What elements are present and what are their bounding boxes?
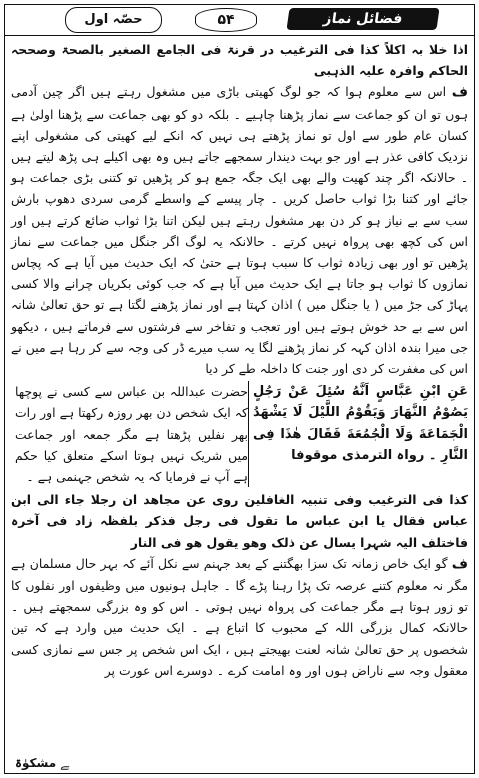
fa-marker-2: ف: [451, 555, 468, 572]
commentary-paragraph-2: [11, 553, 468, 681]
page-header: [5, 5, 474, 36]
reference-text-2: کذا فی الترغیب وفی تنبیہ الغافلین روی عن مجاهد ان رجلا جاء الی ابن عباس فقال یا ابن عباس ما تقول فی رجل فذکر بلفظہ زاد فی آخرہ فاختلف الیہ شہرا یسال عن ذلک وهو یقول هو فی النار: [11, 492, 468, 550]
reference-text: اذا خلا بہ اکلاً کذا فی الترغیب در قرنۃ فی الجامع الصغیر بالصحۃ وصححہ الحاکم وافرہ علیہ الذہبی: [11, 42, 468, 79]
section-badge: حصّہ اول: [65, 7, 162, 33]
book-title: فضائل نماز: [286, 8, 439, 30]
page-frame: [4, 4, 475, 774]
hadith-arabic: عَنِ ابْنِ عَبَّاسٍ اَنَّهُ سُئِلَ عَنْ رَجُلٍ يَصُوْمُ النَّهَارَ وَيَقُوْمُ اللَّيْلَ لَا يَشْهَدُ الْجَمَاعَةَ وَلَا الْجُمُعَةَ فَقَالَ هٰذَا فِى النَّارِ ۔ رواہ الترمذی موقوفا: [248, 381, 468, 487]
commentary-text-2: گو ایک خاص زمانہ تک سزا بھگتنے کے بعد جہنم سے نکل آئے کہ بہر حال مسلمان ہے مگر نہ معلوم کتنے عرصہ تک پڑا رہنا پڑے گا ۔ جاہل ہونیوں میں وظیفوں اور نفلوں کا تو زور ہوتا ہے مگر جماعت کی پرواہ نہیں ہوتی ۔ اس کو وہ بزرگی سمجھتے ہیں ۔ حالانکہ کمال بزرگی اللہ کے محبوب کا اتباع ہے ۔ ایک حدیث میں وارد ہے کہ تین شخصوں پر حق تعالیٰ شانہ لعنت بھیجتے ہیں ، ایک اس شخص پر جس سے نمازی کسی معقول وجہ سے ناراض ہوں اور وہ امامت کرے ۔ دوسرے اس عورت پر: [11, 555, 468, 678]
page-body: [11, 39, 468, 755]
page-number: ۵۴: [195, 8, 257, 32]
catchword: ﮯ مشکوٰۃ: [15, 756, 69, 770]
hadith-block: [11, 381, 468, 487]
commentary-paragraph: [11, 81, 468, 379]
commentary-text: اس سے معلوم ہوا کہ جو لوگ کھیتی باڑی میں مشغول رہتے ہیں اگر چین آدمی ہوں تو ان کو جماعت سے نماز پڑھنا چاہیے ۔ بلکہ دو کو بھی جماعت سے پڑھنا اولیٰ ہے کسان عام طور سے اول تو نماز پڑھتے ہی نہیں کہ انکے لیے کھیتی کی مشغولی اپنے نزدیک کافی عذر ہے اور جو بہت دیندار سمجھے جاتے ہیں وہ بھی اکیلے ہی پڑھ لیتے ہیں ۔ حالانکہ اگر چند کھیت والے بھی ایک جگہ جمع ہو کر پڑھیں تو کتنی بڑی جماعت ہو جائے اور کتنا بڑا ثواب حاصل کریں ۔ چار پیسے کے واسطے گرمی سردی دھوپ بارش سب سے بے نیاز ہو کر دن بھر مشغول رہتے ہیں لیکن اتنا بڑا ثواب ضائع کرتے ہیں اور اس کی کچھ بھی پرواہ نہیں کرتے ۔ حالانکہ یہ لوگ اگر جنگل میں جماعت سے نماز پڑھیں تو اور بھی زیادہ ثواب کا سبب ہوتا ہے حتیٰ کہ ایک حدیث میں آیا ہے کہ پچاس نمازوں کا ثواب ہو جاتا ہے ایک حدیث میں آیا ہے کہ جب کوئی بکریاں چرانے والا کسی پہاڑ کی جڑ میں ( یا جنگل میں ) اذان کہتا ہے اور نماز پڑھنے لگتا ہے تو حق تعالیٰ شانہ اس سے بے حد خوش ہوتے ہیں اور تعجب و تفاخر سے فرشتوں سے فرماتے ہیں ، دیکھو جی میرا بندہ اذان کہہ کر نماز پڑھنے لگا یہ سب میرے ڈر کی وجہ سے کر رہا ہے میں نے اس کی مغفرت کر دی اور جنت کا داخلہ طے کر دیا: [11, 84, 468, 377]
hadith-translation: حضرت عبداللہ بن عباس سے کسی نے پوچھا کہ ایک شخص دن بھر روزہ رکھتا ہے اور رات بھر نفلیں پڑھتا ہے مگر جمعہ اور جماعت میں شریک نہیں ہوتا اسکے متعلق کیا حکم ہے آپ نے فرمایا کہ یہ شخص جہنمی ہے ۔: [15, 384, 248, 485]
fa-marker: ف: [451, 84, 468, 101]
